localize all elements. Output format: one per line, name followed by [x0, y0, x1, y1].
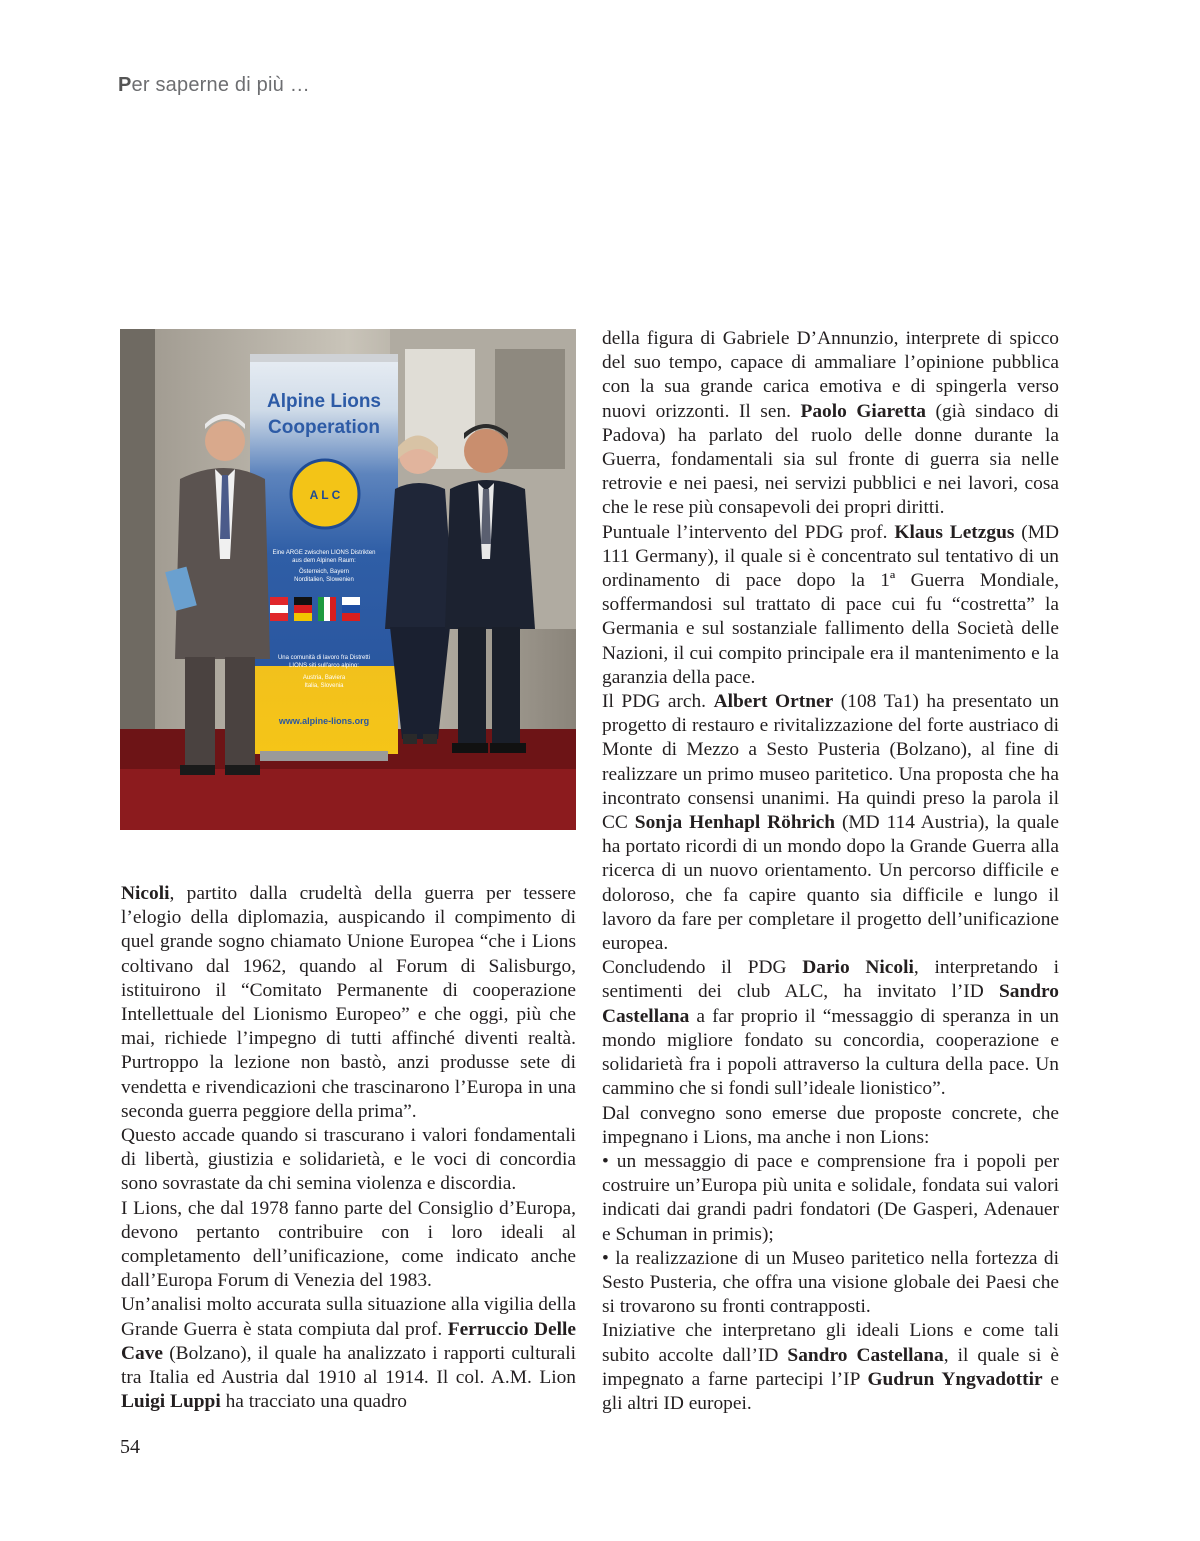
banner-text-7: Austria, Baviera [302, 675, 346, 681]
flag-germany [294, 597, 312, 621]
paragraph [602, 1102, 1059, 1150]
banner-text-5: Una comunità di lavoro fra Distretti [277, 655, 371, 661]
bold-name: Klaus Letzgus [894, 521, 1015, 543]
text-run: Puntuale l’intervento del PDG prof. [602, 521, 895, 543]
bold-name: Paolo Giaretta [800, 400, 926, 422]
banner-text-1: Eine ARGE zwischen LIONS Distrikten [272, 550, 376, 556]
paragraph [602, 521, 1059, 690]
article-column-right [602, 327, 1059, 1416]
event-photo [120, 329, 576, 830]
text-run: e gli altri ID europei. [602, 1368, 1060, 1414]
header-initial: P [118, 74, 132, 96]
text-run: , il quale si è impegnato a farne partecipi l’IP [602, 1344, 1059, 1390]
text-run: (Bolzano), il quale ha analizzato i rapporti culturali tra Italia ed Austria dal 1910 al 1914. Il col. A.M. Lion [121, 1342, 576, 1389]
text-run: ha tracciato una quadro [220, 1391, 407, 1413]
text-run: • un messaggio di pace e comprensione fra i popoli per costruire un’Europa più unita e solidale, fondata sui valori indicati dai grandi padri fondatori (De Gasperi, Adenauer e Schuman in primis); [602, 1150, 1059, 1245]
flag-slovenia [342, 597, 360, 621]
text-run: • la realizzazione di un Museo paritetico nella fortezza di Sesto Pusteria, che offra una visione globale dei Paesi che si trovarono su fronti contrapposti. [602, 1247, 1059, 1318]
bold-name: Sandro Castellana [602, 981, 1059, 1027]
paragraph [121, 1293, 576, 1414]
flag-italy [318, 597, 336, 621]
bold-name: Albert Ortner [713, 691, 834, 713]
text-run: (MD 111 Germany), il quale si è concentrato sul tentativo di un ordinamento di pace dopo la 1ª Guerra Mondiale, soffermandosi sul trattato di pace cui fu “costretta” la Germania e sul sostanziale fallimento della Società delle Nazioni, il cui compito principale era il mantenimento e la garanzia della pace. [602, 521, 1059, 688]
emblem-letters: A L C [309, 488, 341, 502]
bold-name: Sandro Castellana [787, 1344, 944, 1366]
bold-name: Ferruccio Delle Cave [121, 1318, 576, 1364]
flag-austria [270, 597, 288, 621]
text-run: (MD 114 Austria), la quale ha portato ricordi di un mondo dopo la Grande Guerra alla ricerca di un nuovo orientamento. Un percorso difficile e doloroso, che fa capire quanto sia difficile e lungo il lavoro da fare per completare il progetto dell’unificazione europea. [602, 812, 1060, 955]
paragraph [602, 327, 1059, 521]
text-run: Un’analisi molto accurata sulla situazione alla vigilia della Grande Guerra è stata compiuta dal prof. [121, 1294, 576, 1340]
text-run: Concludendo il PDG [602, 957, 803, 979]
text-run: I Lions, che dal 1978 fanno parte del Consiglio d’Europa, devono pertanto contribuire con i loro ideali al completamento dell’unificazione, come indicato anche dall’Europa Forum di Venezia del 1983. [121, 1197, 576, 1292]
banner-text-2: aus dem Alpinen Raum: [292, 558, 356, 564]
text-run: a far proprio il “messaggio di speranza in un mondo migliore fondato su concordia, cooperazione e solidarietà fra i popoli attraverso la cultura della pace. Un cammino che si fondi sull’ideale lionistico”. [602, 1005, 1059, 1100]
bold-name: Sonja Henhapl Röhrich [634, 812, 836, 834]
text-run: Dal convegno sono emerse due proposte concrete, che impegnano i Lions, ma anche i non Lions: [602, 1102, 1059, 1148]
text-run: Il PDG arch. [602, 691, 714, 713]
article-column-left [121, 882, 576, 1414]
header-text: er saperne di più … [131, 74, 310, 96]
text-run: (già sindaco di Padova) ha parlato del ruolo delle donne durante la Guerra, fondamentali sia sul fronte di guerra sia nelle retrovie e nei paesi, nei servizi pubblici e nei lavori, cosa che le rese più consapevoli dei propri diritti. [602, 400, 1059, 519]
text-run: Iniziative che interpretano gli ideali Lions e come tali subito accolte dall’ID [602, 1320, 1059, 1366]
paragraph [121, 1124, 576, 1197]
bold-name: Nicoli [121, 883, 170, 904]
banner-text-4: Norditalien, Slowenien [294, 577, 354, 583]
text-run: (108 Ta1) ha presentato un progetto di restauro e rivitalizzazione del forte austriaco di Monte di Mezzo a Sesto Pusteria (Bolzano), al fine di realizzare un primo museo paritetico. Una proposta che ha incontrato consensi unanimi. Ha quindi preso la parola il CC [602, 691, 1059, 834]
paragraph [121, 882, 576, 1124]
text-run: , partito dalla crudeltà della guerra per tessere l’elogio della diplomazia, auspicando il compimento di quel grande sogno chiamato Unione Europea “che i Lions coltivano dal 1962, quando al Forum di Salisburgo, istituirono il “Comitato Permanente di cooperazione Intellettuale del Lionismo Europeo” e che oggi, più che mai, richiede l’impegno di tutti affinché diventi realtà. Purtroppo la lezione non bastò, anzi produsse sete di vendetta e rivendicazioni che trascinarono l’Europa in una seconda guerra peggiore della prima”. [121, 883, 576, 1122]
bullet-item [602, 1150, 1059, 1247]
bold-name: Luigi Luppi [121, 1391, 221, 1413]
banner-title-line2: Cooperation [268, 417, 380, 438]
text-run: , interpretando i sentimenti dei club ALC, ha invitato l’ID [602, 957, 1060, 1003]
bullet-item [602, 1247, 1059, 1320]
bold-name: Gudrun Yngvadottir [867, 1368, 1043, 1390]
event-photo-illustration [120, 329, 576, 830]
text-run: della figura di Gabriele D’Annunzio, interprete di spicco del suo tempo, capace di ammaliare l’opinione pubblica con la sua grande carica emotiva e di spingerla verso nuovi orizzonti. Il sen. [602, 328, 1059, 422]
paragraph [121, 1197, 576, 1294]
running-header [118, 74, 310, 97]
banner-text-6: LIONS siti sull'arco alpino: [289, 663, 359, 669]
paragraph [602, 690, 1059, 956]
banner-text-3: Österreich, Bayern [298, 569, 350, 575]
text-run: Questo accade quando si trascurano i valori fondamentali di libertà, giustizia e solidarietà, e le voci di concordia sono sovrastate da chi semina violenza e discordia. [121, 1125, 576, 1195]
paragraph [602, 956, 1059, 1101]
banner-title-line1: Alpine Lions [267, 391, 381, 412]
banner-url: www.alpine-lions.org [278, 716, 370, 726]
page-number: 54 [120, 1436, 140, 1458]
paragraph [602, 1319, 1059, 1416]
bold-name: Dario Nicoli [802, 957, 914, 979]
banner-text-8: Italia, Slovenia [304, 683, 344, 689]
